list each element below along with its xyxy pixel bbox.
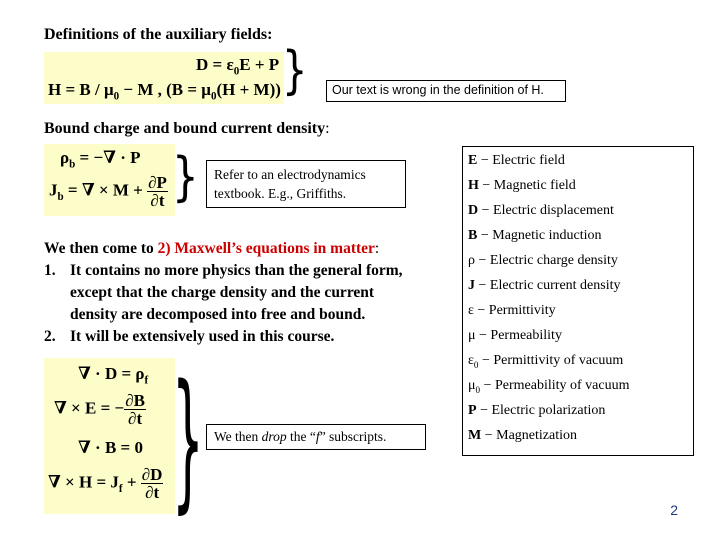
page-number: 2 <box>670 502 678 518</box>
glossary-item: μ − Permeability <box>468 328 562 343</box>
note-refer-griffiths: Refer to an electrodynamics textbook. E.g., Griffiths. <box>206 160 406 208</box>
equation-h-definition: $H = B / \mu_0 - M$ , $(B = \mu_0(H + M))$ <box>48 80 281 103</box>
right-brace-icon: } <box>172 145 199 208</box>
maxwell-item-1-line-3: density are decomposed into free and bound. <box>70 306 366 323</box>
equation-bound-current: $J_b$ = ∇ × M + $\frac{\partial P}{\partial t}$ <box>49 173 167 210</box>
glossary-item: E − Electric field <box>468 153 565 168</box>
glossary-item: J − Electric current density <box>468 278 621 293</box>
maxwell-item-1: 1. It contains no more physics than the general form, <box>44 262 403 279</box>
note-text-wrong: Our text is wrong in the definition of H. <box>326 80 566 102</box>
right-brace-icon: } <box>172 352 204 528</box>
glossary-item: $\varepsilon_0$ − Permittivity of vacuum <box>468 353 624 370</box>
maxwell-item-2: 2. It will be extensively used in this course. <box>44 328 335 345</box>
heading-bound-charge: Bound charge and bound current density: <box>44 120 330 137</box>
note-drop-subscripts: We then drop the “f” subscripts. <box>206 424 426 450</box>
equation-gauss-d: ∇ · $D = \rho_f$ <box>78 364 149 387</box>
maxwell-equations <box>44 358 175 514</box>
equation-ampere: ∇ × $H = J_f$ + $\frac{\partial D}{\partial t}$ <box>48 465 163 502</box>
glossary-item: ρ − Electric charge density <box>468 253 618 268</box>
glossary-item: M − Magnetization <box>468 428 577 443</box>
right-brace-icon: } <box>282 41 308 101</box>
equation-gauss-b: ∇ · B = 0 <box>78 438 143 457</box>
maxwell-item-1-line-2: except that the charge density and the current <box>70 284 375 301</box>
auxiliary-fields-equations <box>44 52 284 104</box>
maxwell-intro: We then come to 2) Maxwell’s equations in matter: <box>44 240 380 257</box>
glossary-item: P − Electric polarization <box>468 403 606 418</box>
equation-d-definition: $D = \varepsilon_0E + P$ <box>196 55 280 78</box>
glossary-item: D − Electric displacement <box>468 203 614 218</box>
glossary-item: H − Magnetic field <box>468 178 576 193</box>
equation-bound-charge: $\rho_b$ = −∇ · P <box>60 148 141 171</box>
glossary-item: B − Magnetic induction <box>468 228 602 243</box>
glossary-item: ε − Permittivity <box>468 303 556 318</box>
heading-auxiliary-fields: Definitions of the auxiliary fields: <box>44 26 273 43</box>
bound-charge-equations <box>44 144 175 216</box>
glossary-item: $\mu_0$ − Permeability of vacuum <box>468 378 630 395</box>
equation-faraday: ∇ × E = − $\frac{\partial B}{\partial t}$ <box>54 391 145 428</box>
